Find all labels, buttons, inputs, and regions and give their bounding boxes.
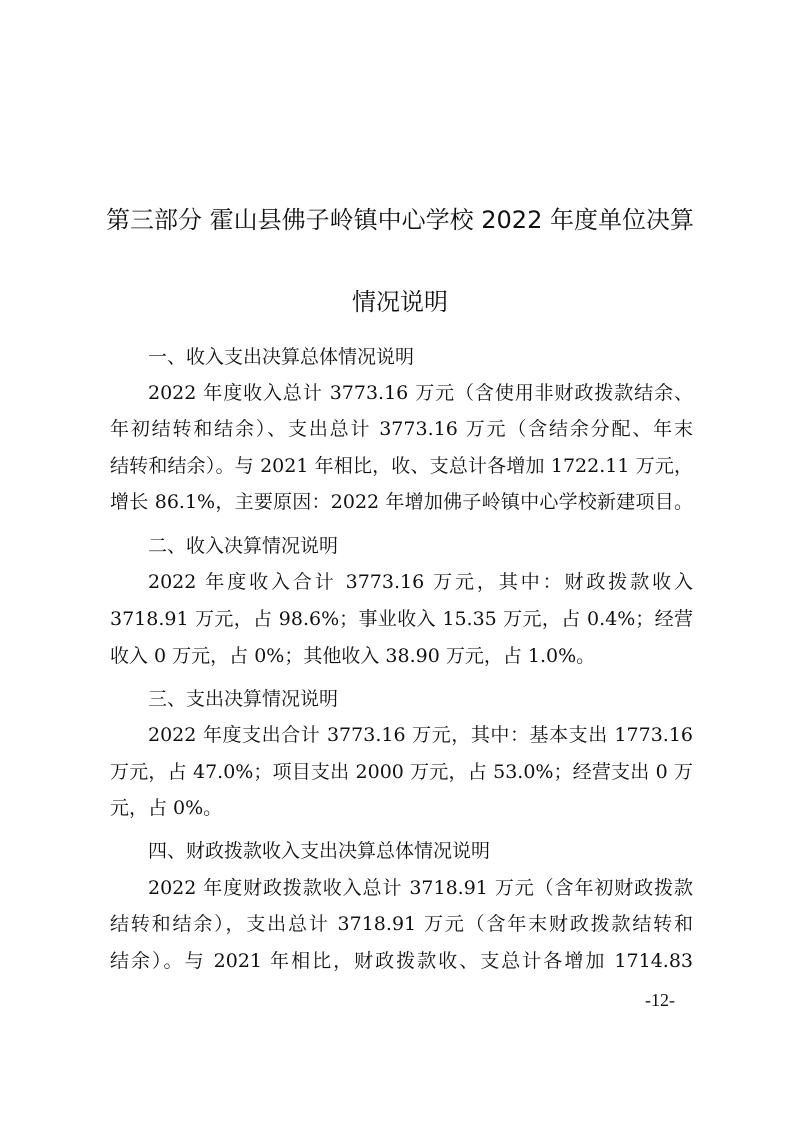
section-3-paragraph-line: 2022 年度支出合计 3773.16 万元，其中：基本支出 1773.16 [148,724,693,746]
section-3-heading: 三、支出决算情况说明 [148,688,339,710]
section-1-paragraph-line: 年初结转和结余）、支出总计 3773.16 万元（含结余分配、年末 [110,418,693,440]
section-1-paragraph-line: 2022 年度收入总计 3773.16 万元（含使用非财政拨款结余、 [148,382,693,404]
section-4-paragraph-line: 2022 年度财政拨款收入总计 3718.91 万元（含年初财政拨款 [148,877,693,899]
section-2-paragraph-line: 3718.91 万元，占 98.6%；事业收入 15.35 万元，占 0.4%；经营 [110,608,693,630]
page-number: -12- [645,990,675,1010]
section-2-paragraph-line: 收入 0 万元，占 0%；其他收入 38.90 万元，占 1.0%。 [110,645,596,667]
section-3-paragraph-line: 万元，占 47.0%；项目支出 2000 万元，占 53.0%；经营支出 0 万 [110,761,693,783]
section-3-paragraph-line: 元，占 0%。 [110,797,223,819]
section-1-paragraph-line: 增长 86.1%，主要原因：2022 年增加佛子岭镇中心学校新建项目。 [110,491,693,513]
document-title-line-2: 情况说明 [352,288,448,316]
section-4-paragraph-line: 结转和结余），支出总计 3718.91 万元（含年末财政拨款结转和 [110,913,693,935]
section-2-paragraph-line: 2022 年度收入合计 3773.16 万元，其中：财政拨款收入 [148,571,693,593]
section-1-paragraph-line: 结转和结余）。与 2021 年相比，收、支总计各增加 1722.11 万元， [110,455,693,477]
section-4-heading: 四、财政拨款收入支出决算总体情况说明 [148,840,491,862]
section-1-heading: 一、收入支出决算总体情况说明 [148,346,415,368]
section-4-paragraph-line: 结余）。与 2021 年相比，财政拨款收、支总计各增加 1714.83 [110,950,693,972]
section-2-heading: 二、收入决算情况说明 [148,535,339,557]
document-title-line-1: 第三部分 霍山县佛子岭镇中心学校 2022 年度单位决算 [106,206,694,234]
